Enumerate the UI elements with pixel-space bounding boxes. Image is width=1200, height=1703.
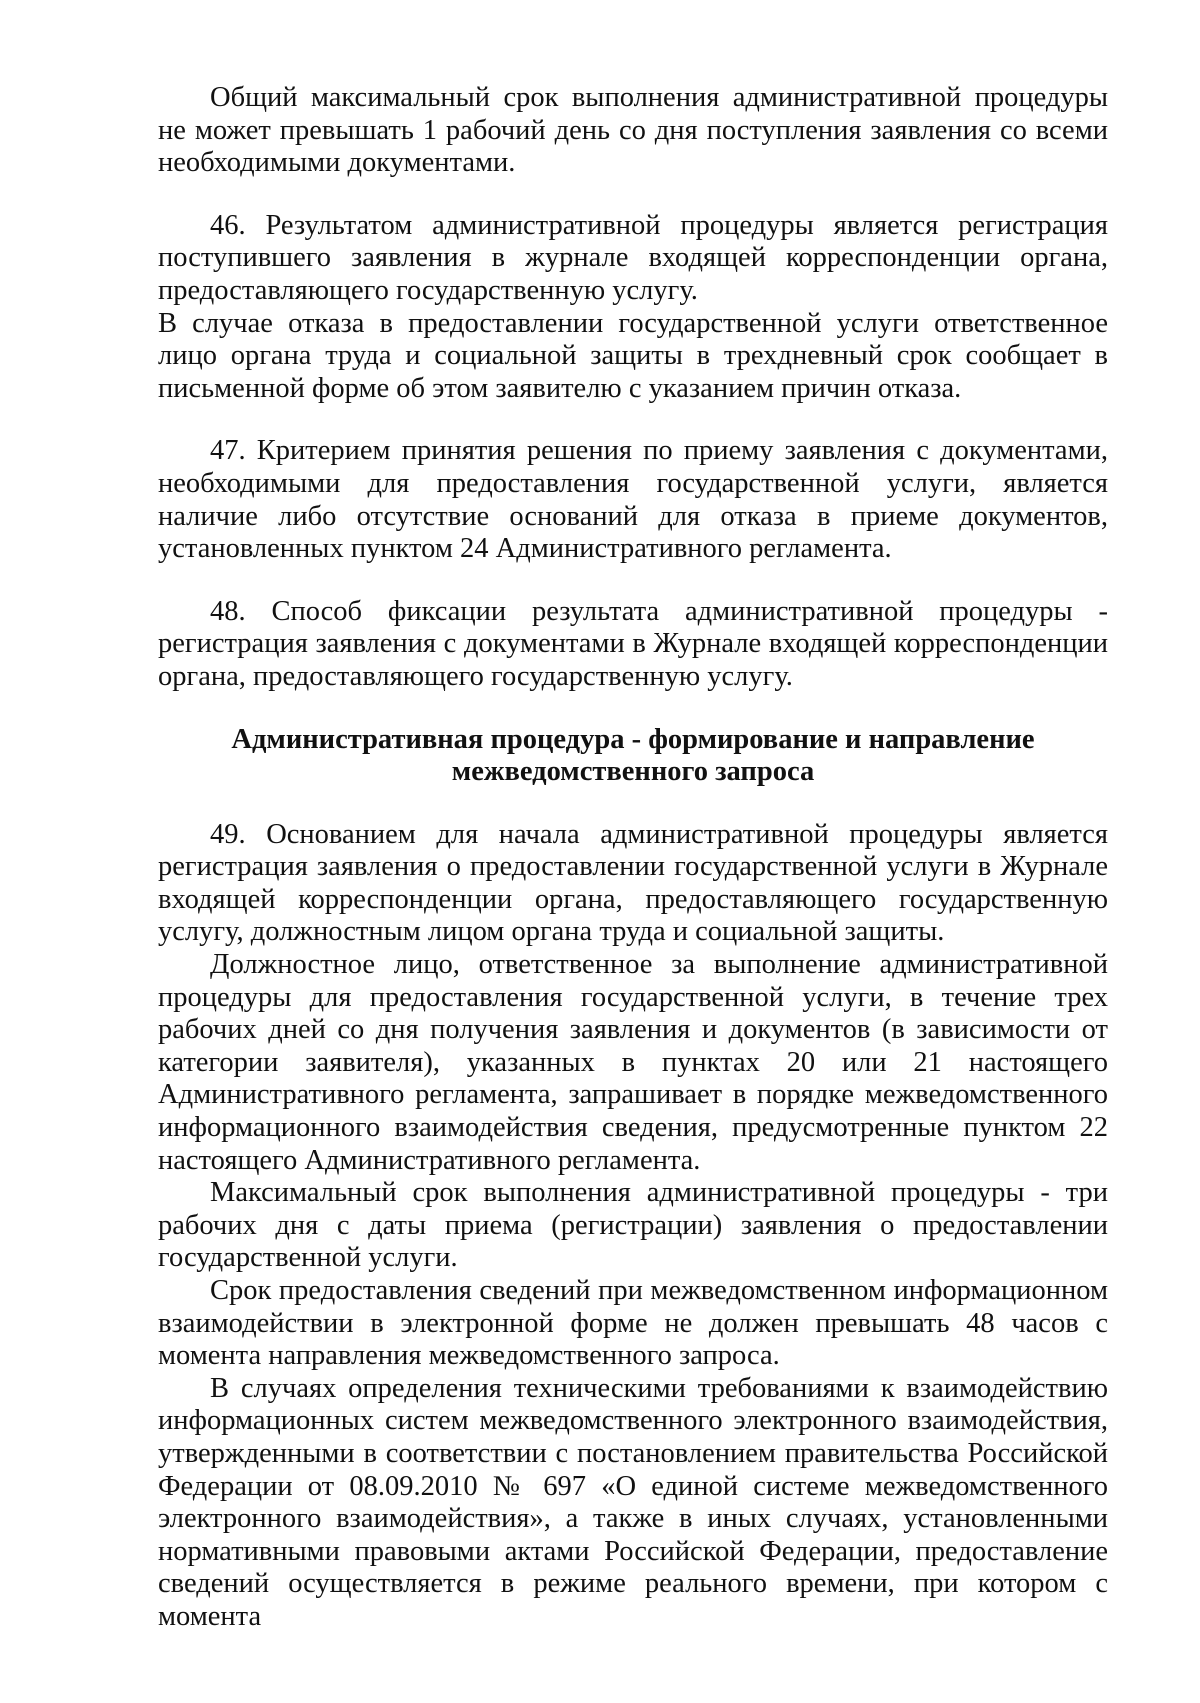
paragraph-49: 49. Основанием для начала административной процедуры является регистрация заявления о предоставлении государственной услуги в Журнале входящей корреспонденции органа, предоставляющего государственную услугу, должностным лицом органа труда и социальной защиты. — [158, 818, 1108, 948]
paragraph-48: 48. Способ фиксации результата административной процедуры - регистрация заявления с документами в Журнале входящей корреспонденции органа, предоставляющего государственную услугу. — [158, 595, 1108, 692]
paragraph-47: 47. Критерием принятия решения по приему заявления с документами, необходимыми для предоставления государственной услуги, является наличие либо отсутствие оснований для отказа в приеме документов, установленных пунктом 24 Административного регламента. — [158, 435, 1108, 565]
paragraph-official: Должностное лицо, ответственное за выполнение административной процедуры для предоставления государственной услуги, в течение трех рабочих дней со дня получения заявления и документов (в зависимости от категории заявителя), указанных в пунктах 20 или 21 настоящего Административного регламента, запрашивает в порядке межведомственного информационного взаимодействия сведения, предусмотренные пунктом 22 настоящего Административного регламента. — [158, 949, 1108, 1176]
paragraph-refusal: В случае отказа в предоставлении государственной услуги ответственное лицо органа труда и социальной защиты в трехдневный срок сообщает в письменной форме об этом заявителю с указанием причин отказа. — [158, 307, 1108, 404]
document-body — [158, 82, 1108, 1634]
paragraph-max-term: Общий максимальный срок выполнения административной процедуры не может превышать 1 рабочий день со дня поступления заявления со всеми необходимыми документами. — [158, 82, 1108, 179]
paragraph-realtime: В случаях определения техническими требованиями к взаимодействию информационных систем межведомственного электронного взаимодействия, утвержденными в соответствии с постановлением правительства Российской Федерации от 08.09.2010 № 697 «О единой системе межведомственного электронного взаимодействия», а также в иных случаях, установленными нормативными правовыми актами Российской Федерации, предоставление сведений осуществляется в режиме реального времени, при котором с момента — [158, 1372, 1108, 1632]
paragraph-46: 46. Результатом административной процедуры является регистрация поступившего заявления в журнале входящей корреспонденции органа, предоставляющего государственную услугу. — [158, 209, 1108, 306]
paragraph-info-term: Срок предоставления сведений при межведомственном информационном взаимодействии в электронной форме не должен превышать 48 часов с момента направления межведомственного запроса. — [158, 1275, 1108, 1372]
section-heading: Административная процедура - формирование и направление межведомственного запроса — [231, 723, 1035, 788]
paragraph-max-procedure-term: Максимальный срок выполнения административной процедуры - три рабочих дня с даты приема (регистрации) заявления о предоставлении государственной услуги. — [158, 1177, 1108, 1274]
